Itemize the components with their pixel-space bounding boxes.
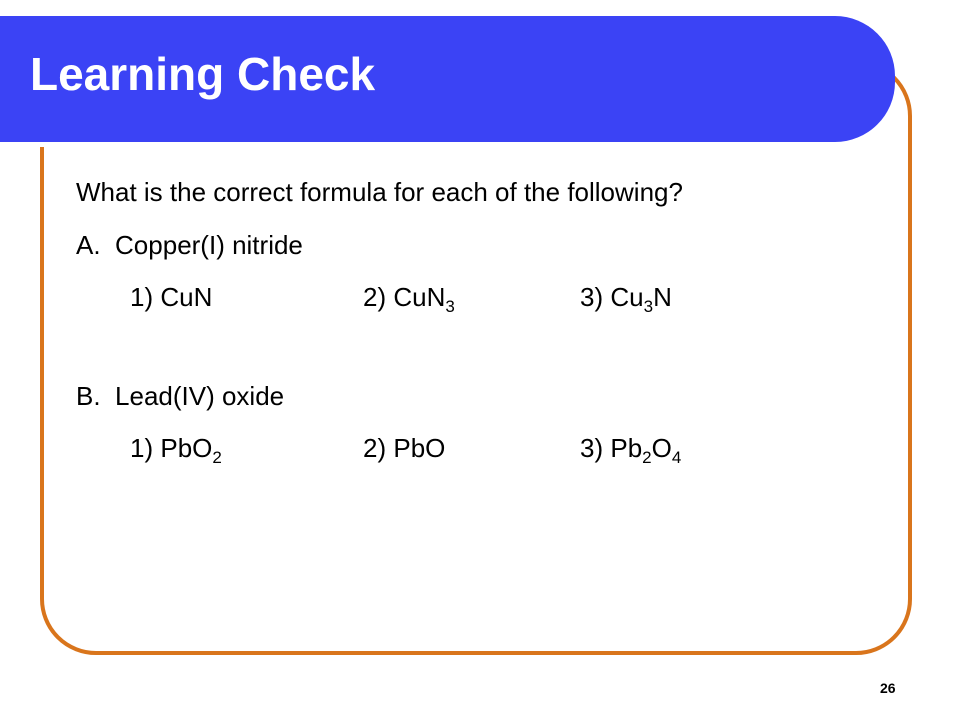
- slide-title: Learning Check: [30, 48, 376, 100]
- page-number: 26: [880, 680, 896, 696]
- item-a: [76, 229, 303, 261]
- question-text: What is the correct formula for each of the following?: [76, 177, 683, 207]
- item-b-option-1: 1) PbO$_2$: [130, 433, 222, 467]
- item-b-name: Lead(IV) oxide: [115, 381, 285, 411]
- slide-frame: [40, 60, 912, 655]
- item-a-name: Copper(I) nitride: [115, 230, 303, 260]
- item-a-option-3: 3) $Cu_3N$: [580, 282, 672, 316]
- item-b: [76, 380, 284, 412]
- item-a-option-2: 2) CuN$_3$: [363, 282, 455, 316]
- item-a-label: A.: [76, 230, 101, 260]
- item-b-option-2: 2) PbO: [363, 433, 446, 463]
- item-b-label: B.: [76, 381, 101, 411]
- title-underline: [0, 142, 788, 147]
- item-b-option-3: 3) $Pb_2O_4$: [580, 433, 682, 467]
- item-a-option-1: 1) CuN: [130, 282, 213, 312]
